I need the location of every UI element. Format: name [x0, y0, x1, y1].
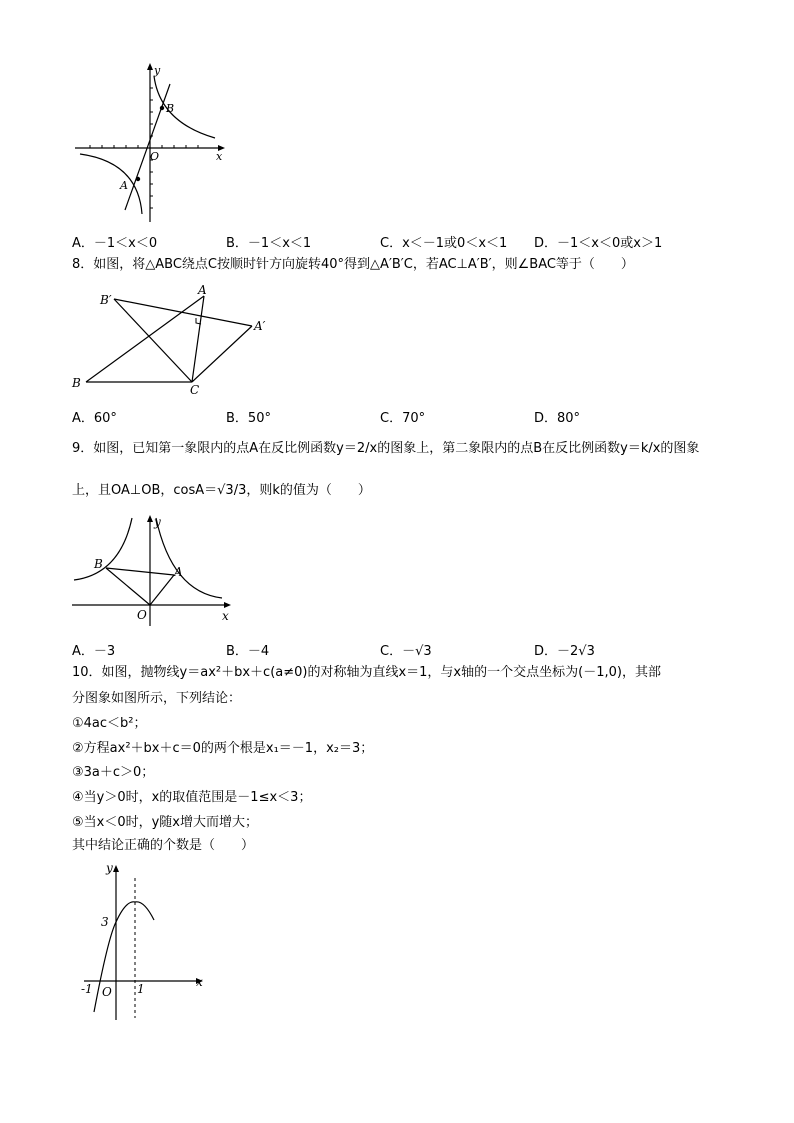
q10-conclusion-4: ④当y＞0时，x的取值范围是－1≤x＜3； [72, 790, 312, 805]
q9-option-b: B．－4 [226, 644, 270, 659]
q7-line [125, 84, 170, 210]
q8-label-bprime: B′ [100, 293, 112, 307]
q7-hyperbola-left [80, 154, 142, 214]
q10-label-y: y [106, 861, 113, 875]
q7-figure [70, 62, 230, 224]
q7-point-a [136, 177, 140, 181]
q10-question-line2: 分图象如图所示，下列结论： [72, 691, 242, 706]
q9-question-line2: 上，且OA⊥OB，cosA＝√3/3，则k的值为（ ） [72, 483, 371, 498]
q8-label-b: B [72, 376, 81, 390]
q9-x-arrow [224, 602, 231, 608]
q10-conclusion-2: ②方程ax²＋bx＋c＝0的两个根是x₁＝－1，x₂＝3； [72, 741, 374, 756]
q10-question-prompt: 其中结论正确的个数是（ ） [72, 838, 255, 853]
q7-label-origin: O [150, 150, 160, 163]
q7-option-c: C．x＜－1或0＜x＜1 [380, 236, 508, 251]
q9-label-b: B [94, 557, 103, 571]
q10-conclusion-3: ③3a＋c＞0； [72, 765, 155, 780]
q10-conclusion-1: ①4ac＜b²； [72, 716, 147, 731]
q9-question-line1: 9．如图，已知第一象限内的点A在反比例函数y＝2/x的图象上，第二象限内的点B在反比例函数y＝k/x的图象 [72, 441, 700, 456]
q10-label-x: x [196, 975, 203, 989]
q9-option-c: C．－√3 [380, 644, 432, 659]
q7-option-b: B．－1＜x＜1 [226, 236, 312, 251]
q10-y-arrow [113, 865, 119, 872]
q9-seg-ab [106, 568, 174, 575]
q8-label-c: C [190, 383, 200, 397]
q8-option-b: B．50° [226, 411, 271, 426]
q9-seg-oa [150, 575, 174, 605]
q8-seg-aprime-c [192, 326, 252, 382]
q8-option-c: C．70° [380, 411, 426, 426]
q7-label-a: A [120, 179, 128, 192]
q9-hyperbola-left [74, 518, 132, 580]
q8-label-a: A [198, 283, 207, 297]
q10-label-one: 1 [137, 982, 145, 996]
q9-label-y: y [154, 515, 161, 529]
q9-label-origin: O [137, 608, 147, 622]
q10-label-three: 3 [101, 915, 109, 929]
q9-figure [68, 512, 238, 628]
q9-y-arrow [147, 515, 153, 522]
q8-figure [68, 282, 278, 398]
q7-point-b [160, 106, 164, 110]
q8-seg-ac [192, 296, 204, 382]
q7-y-arrow [147, 63, 153, 70]
q10-label-neg-one: -1 [81, 982, 93, 996]
q8-option-d: D．80° [534, 411, 581, 426]
q9-label-x: x [222, 609, 229, 623]
q7-label-b: B [166, 102, 175, 115]
q7-option-d: D．－1＜x＜0或x＞1 [534, 236, 663, 251]
q8-seg-bprime-aprime [114, 299, 252, 326]
q8-question-text: 8．如图，将△ABC绕点C按顺时针方向旋转40°得到△A′B′C，若AC⊥A′B′，则∠BAC等于（ ） [72, 257, 634, 272]
q10-question-line1: 10．如图，抛物线y＝ax²＋bx＋c(a≠0)的对称轴为直线x＝1，与x轴的一个交点坐标为(－1,0)，其部 [72, 665, 661, 680]
q8-option-a: A．60° [72, 411, 117, 426]
q9-option-a: A．－3 [72, 644, 116, 659]
q7-label-x: x [216, 150, 223, 163]
q10-label-origin: O [102, 985, 112, 999]
q10-conclusion-5: ⑤当x＜0时，y随x增大而增大； [72, 815, 259, 830]
q10-figure [74, 860, 214, 1024]
q7-option-a: A．－1＜x＜0 [72, 236, 158, 251]
q8-label-aprime: A′ [254, 319, 266, 333]
q9-seg-ob [106, 568, 150, 605]
q7-label-y: y [154, 64, 161, 77]
q8-seg-ba [86, 296, 204, 382]
q9-label-a: A [174, 565, 183, 579]
q9-option-d: D．－2√3 [534, 644, 595, 659]
